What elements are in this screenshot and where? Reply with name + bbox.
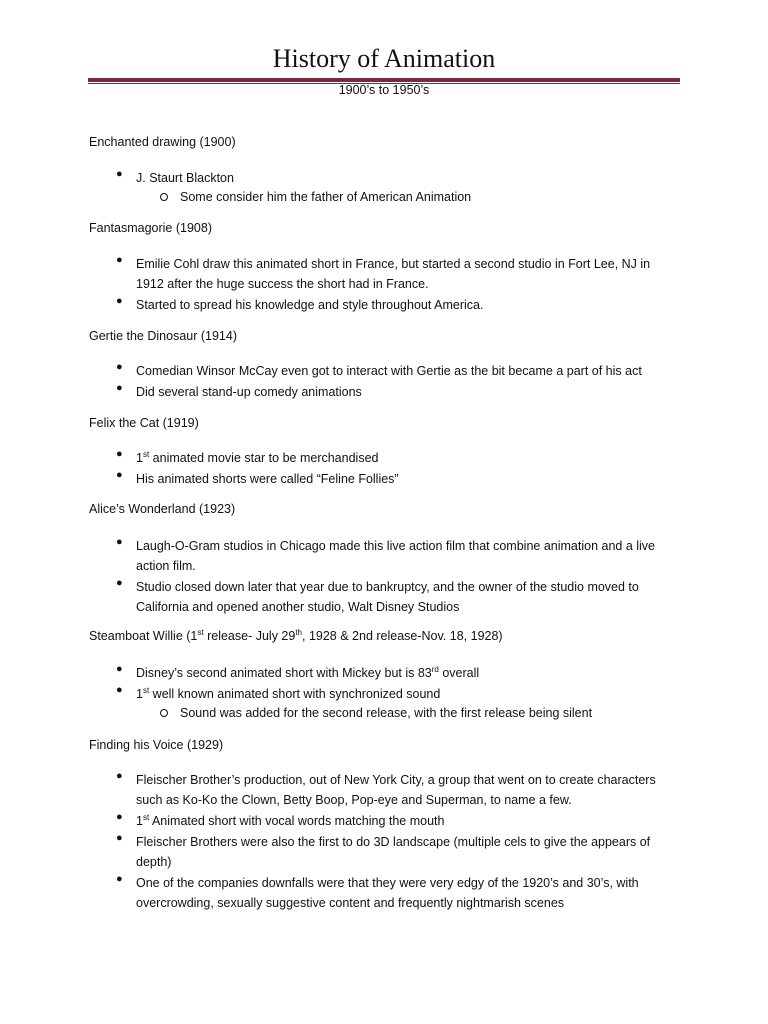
- bullet-icon: ●: [116, 448, 123, 460]
- ordinal-number: 1: [136, 451, 143, 465]
- page-title: History of Animation: [272, 44, 496, 73]
- bullet-icon: ●: [116, 295, 123, 307]
- ordinal-suffix: rd: [431, 664, 439, 674]
- bullet-icon: ●: [116, 663, 123, 675]
- ordinal-number: 1: [136, 814, 143, 828]
- bullet-text: Started to spread his knowledge and style throughout America.: [136, 298, 484, 312]
- bullet-icon: ●: [116, 770, 123, 782]
- bullet-text: Fleischer Brother’s production, out of New York City, a group that went on to create characters such as Ko-Ko the Clown, Betty Boop, Pop-eye and Superman, to name a few.: [136, 773, 656, 807]
- section-heading-fantasmagorie: Fantasmagorie (1908): [89, 221, 212, 235]
- bullet-icon: ●: [116, 536, 123, 548]
- bullet-text-part: Disney’s second animated short with Mickey but is 83: [136, 666, 432, 680]
- bullet-text: Comedian Winsor McCay even got to interact with Gertie as the bit became a part of his act: [136, 364, 642, 378]
- bullet-icon: ●: [116, 577, 123, 589]
- section-heading-gertie: Gertie the Dinosaur (1914): [89, 329, 237, 343]
- section-heading-felix: Felix the Cat (1919): [89, 416, 199, 430]
- bullet-text: Emilie Cohl draw this animated short in France, but started a second studio in Fort Lee, NJ in 1912 after the huge success the short had in France.: [136, 257, 651, 291]
- circle-bullet-icon: [160, 193, 168, 201]
- bullet-icon: ●: [116, 382, 123, 394]
- bullet-text: [136, 684, 676, 704]
- bullet-text: [136, 663, 676, 683]
- bullet-text-part: overall: [438, 666, 480, 680]
- bullet-icon: ●: [116, 873, 123, 885]
- bullet-text: Laugh-O-Gram studios in Chicago made this live action film that combine animation and a live action film.: [136, 539, 656, 573]
- bullet-icon: ●: [116, 168, 123, 180]
- bullet-text: Studio closed down later that year due to bankruptcy, and the owner of the studio moved to California and opened another studio, Walt Disney Studios: [136, 580, 639, 614]
- sub-bullet-text: Some consider him the father of American Animation: [180, 190, 472, 204]
- bullet-text-rest: Animated short with vocal words matching the mouth: [149, 814, 445, 828]
- heading-part: Steamboat Willie (1: [89, 629, 198, 643]
- bullet-text: J. Staurt Blackton: [136, 171, 234, 185]
- bullet-text: Did several stand-up comedy animations: [136, 385, 362, 399]
- section-heading-alice: Alice’s Wonderland (1923): [89, 502, 236, 516]
- bullet-icon: ●: [116, 361, 123, 373]
- bullet-icon: ●: [116, 832, 123, 844]
- ordinal-number: 1: [136, 687, 143, 701]
- bullet-text: Fleischer Brothers were also the first to do 3D landscape (multiple cels to give the appears of depth): [136, 835, 651, 869]
- section-heading-steamboat: [89, 629, 503, 643]
- bullet-icon: ●: [116, 469, 123, 481]
- ordinal-suffix: st: [142, 685, 150, 695]
- section-heading-enchanted: Enchanted drawing (1900): [89, 135, 236, 149]
- bullet-text: [136, 448, 676, 468]
- heading-part: , 1928 & 2nd release-Nov. 18, 1928): [302, 629, 503, 643]
- bullet-icon: ●: [116, 254, 123, 266]
- sub-bullet-text: Sound was added for the second release, with the first release being silent: [180, 706, 593, 720]
- bullet-text-rest: well known animated short with synchronized sound: [149, 687, 441, 701]
- bullet-text-rest: animated movie star to be merchandised: [149, 451, 379, 465]
- circle-bullet-icon: [160, 709, 168, 717]
- bullet-text: One of the companies downfalls were that they were very edgy of the 1920’s and 30’s, with overcrowding, sexually suggestive content and frequently nightmarish scenes: [136, 876, 639, 910]
- ordinal-suffix: st: [142, 449, 150, 459]
- heading-part: release- July 29: [203, 629, 296, 643]
- bullet-icon: ●: [116, 684, 123, 696]
- ordinal-suffix: st: [197, 627, 204, 637]
- section-heading-finding: Finding his Voice (1929): [89, 738, 224, 752]
- ordinal-suffix: th: [295, 627, 302, 637]
- bullet-text: [136, 811, 676, 831]
- bullet-icon: ●: [116, 811, 123, 823]
- ordinal-suffix: st: [142, 812, 150, 822]
- bullet-text: His animated shorts were called “Feline Follies”: [136, 472, 399, 486]
- page-subtitle: 1900’s to 1950’s: [338, 83, 430, 97]
